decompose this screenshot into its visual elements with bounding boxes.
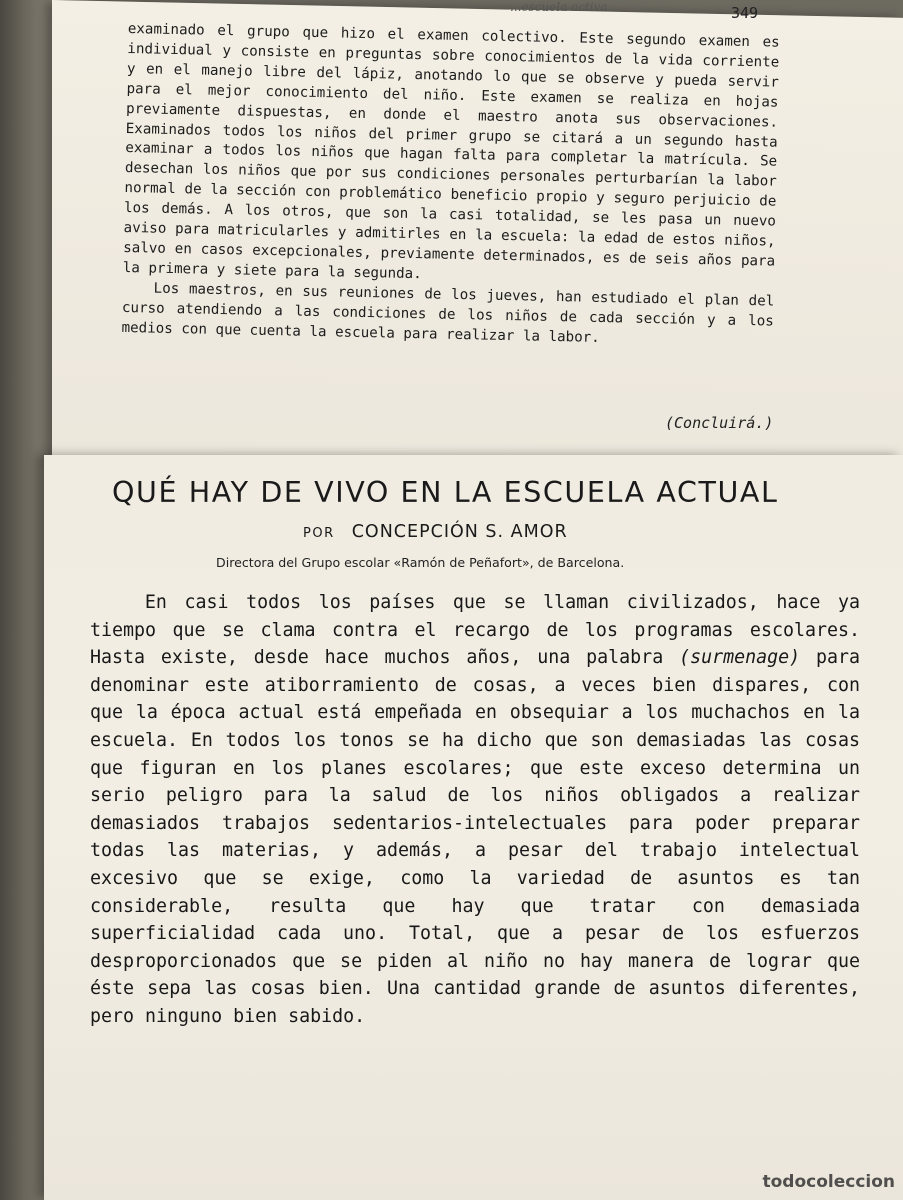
running-head: ...escuela activa [510, 0, 608, 14]
previous-article-paragraph-1: examinado el grupo que hizo el examen colectivo. Este segundo examen es individual y consiste en preguntas sobre conocimientos de la vida corriente y en el manejo libre del lápiz, anotando lo que se observe y pueda servir para el mejor conocimiento del niño. Este examen se realiza en hojas previamente dispuestas, en donde el maestro anota sus observaciones. Examinados todos los niños del primer grupo se citará a un segundo hasta examinar a todos los niños que hagan falta para completar la matrícula. Se desechan los niños que por sus condiciones personales perturbarían la labor normal de la sección con problemático beneficio propio y seguro perjuicio de los demás. A los otros, que son la casi totalidad, se les pasa un nuevo aviso para matricularles y admitirles en la escuela: la edad de estos niños, salvo en casos excepcionales, previamente determinados, es de seis años para la primera y siete para la segunda. [122, 20, 780, 283]
term-surmenage: (surmenage) [679, 647, 801, 669]
article-body-part-2: para denominar este atiborramiento de cosas, a veces bien dispares, con que la época actual está empeñada en obsequiar a los muchachos en la escuela. En todos los tonos se ha dicho que son demasiadas las cosas que figuran en los planes escolares; que este exceso determina un serio peligro para la salud de los niños obligados a realizar demasiados trabajos sedentarios-intelectuales para poder preparar todas las materias, y además, a pesar del trabajo intelectual excesivo que se exige, como la variedad de asuntos es tan considerable, resulta que hay que tratar con demasiada superficialidad cada uno. Total, que a pesar de los esfuerzos desproporcionados que se piden al niño no hay manera de lograr que éste sepa las cosas bien. Una cantidad grande de asuntos diferentes, pero ninguno bien sabido. [90, 647, 861, 1027]
watermark-logo: todocoleccion [762, 1172, 895, 1192]
article-title: QUÉ HAY DE VIVO EN LA ESCUELA ACTUAL [112, 476, 779, 509]
article-body [90, 589, 860, 1031]
page-number: 349 [731, 4, 759, 22]
article-body-part-1: En casi todos los países que se llaman civilizados, hace ya tiempo que se clama contra el recargo de los programas escolares. Hasta existe, desde hace muchos años, una palabra [90, 592, 860, 669]
previous-article-text [121, 20, 780, 352]
byline [303, 522, 568, 542]
conclusion-note: (Concluirá.) [665, 414, 774, 432]
article-paragraph [90, 589, 860, 1031]
previous-article-paragraph-2: Los maestros, en sus reuniones de los jueves, han estudiado el plan del curso atendiendo a las condiciones de los niños de cada sección y a los medios con que cuenta la escuela para realizar la labor. [121, 280, 775, 346]
author-affiliation: Directora del Grupo escolar «Ramón de Peñafort», de Barcelona. [216, 555, 625, 570]
byline-por: POR [303, 526, 335, 541]
author-name: CONCEPCIÓN S. AMOR [351, 522, 568, 542]
